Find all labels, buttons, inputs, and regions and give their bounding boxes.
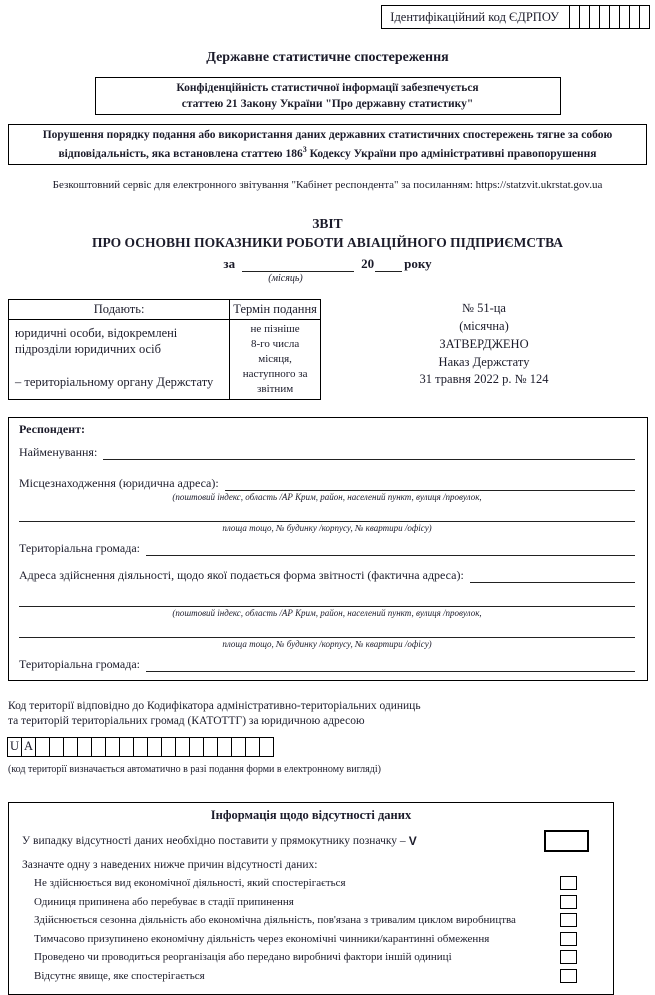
- activity-address-line2[interactable]: [19, 591, 635, 607]
- approved-label: ЗАТВЕРДЖЕНО: [439, 336, 529, 351]
- reason-label: Відсутнє явище, яке спостерігається: [34, 969, 205, 982]
- submit-col1-header: Подають:: [9, 300, 230, 320]
- katottg-cells: [8, 737, 647, 757]
- month-note: (місяць): [268, 273, 303, 285]
- submitters-cell: юридичні особи, відокремлені підрозділи юридичних осіб – територіальному органу Держстату: [9, 320, 230, 399]
- violation-line2: відповідальність, яка встановлена статтею $186^3$ Кодексу України про адміністративні правопорушення: [58, 144, 597, 160]
- location-field[interactable]: [225, 477, 635, 491]
- confidentiality-line2: статтею 21 Закону України "Про державну статистику": [181, 98, 474, 111]
- reason-row: [34, 913, 577, 927]
- reason-checkbox[interactable]: [560, 950, 577, 964]
- no-data-title: Інформація щодо відсутності даних: [210, 808, 412, 823]
- katottg-cell[interactable]: [147, 737, 162, 757]
- deadline-cell: не пізніше 8-го числа місяця, наступного за звітним: [230, 320, 321, 399]
- address-note-postal: (поштовий індекс, область /АР Крим, район, населений пункт, вулиця /провулок,: [172, 491, 482, 502]
- name-label: Найменування:: [19, 444, 98, 459]
- submission-table: [8, 299, 321, 399]
- activity-address-line3[interactable]: [19, 622, 635, 638]
- edrpou-cells: [570, 5, 650, 29]
- reason-checkbox[interactable]: [560, 895, 577, 909]
- confidentiality-line1: Конфіденційність статистичної інформації забезпечується: [176, 82, 479, 94]
- katottg-cell[interactable]: [161, 737, 176, 757]
- katottg-cell[interactable]: [49, 737, 64, 757]
- reason-label: Одиниця припинена або перебуває в стадії припинення: [34, 895, 294, 908]
- order-date: 31 травня 2022 р. № 124: [419, 372, 549, 387]
- reason-checkbox[interactable]: [560, 932, 577, 946]
- edrpou-block: [0, 0, 655, 29]
- mark-instruction: У випадку відсутності даних необхідно поставити у прямокутнику позначку –: [22, 835, 406, 848]
- katottg-cell[interactable]: [259, 737, 274, 757]
- address-note-building2: площа тощо, № будинку /корпусу, № квартири /офісу): [222, 638, 432, 649]
- katottg-line1: Код території відповідно до Кодифікатора адміністративно-територіальних одиниць: [8, 699, 421, 712]
- free-service-note: Безкоштовний сервіс для електронного звітування "Кабінет респондента" за посиланням: https://statzvit.ukrstat.gov.ua: [52, 179, 603, 192]
- katottg-cell[interactable]: [175, 737, 190, 757]
- reason-checkbox[interactable]: [560, 969, 577, 983]
- report-title-block: [0, 216, 655, 284]
- reason-row: [34, 969, 577, 983]
- edrpou-label: Ідентифікаційний код ЄДРПОУ: [381, 5, 570, 29]
- community-label2: Територіальна громада:: [19, 656, 140, 671]
- community-field2[interactable]: [146, 658, 635, 672]
- no-data-box: [8, 802, 614, 995]
- katottg-cell[interactable]: [203, 737, 218, 757]
- katottg-cell[interactable]: [231, 737, 246, 757]
- violation-box: [8, 124, 647, 165]
- submit-col2-header: Термін подання: [230, 300, 321, 320]
- katottg-cell[interactable]: [63, 737, 78, 757]
- activity-address-label: Адреса здійснення діяльності, щодо якої подається форма звітності (фактична адреса):: [19, 567, 464, 582]
- reason-label: Здійснюється сезонна діяльність або економічна діяльність, пов'язана з тривалим циклом виробництва: [34, 914, 516, 927]
- year-blank-field[interactable]: [375, 259, 402, 272]
- respondent-title: Респондент:: [19, 421, 85, 436]
- select-reason-instruction: Зазначте одну з наведених нижче причин відсутності даних:: [22, 859, 318, 872]
- reason-checkbox[interactable]: [560, 913, 577, 927]
- katottg-line2: та територій територіальних громад (КАТОТТГ) за юридичною адресою: [8, 715, 365, 728]
- submission-section: [8, 299, 647, 399]
- report-period-line: за 20 року: [223, 256, 432, 272]
- name-field[interactable]: [103, 446, 635, 460]
- article-superscript: 3: [302, 144, 307, 154]
- activity-address-field[interactable]: [470, 569, 635, 583]
- order-label: Наказ Держстату: [438, 354, 530, 369]
- katottg-prefix-cell[interactable]: A: [21, 737, 36, 757]
- mark-symbol: V: [408, 834, 417, 849]
- reason-row: [34, 895, 577, 909]
- report-title-line2: ПРО ОСНОВНІ ПОКАЗНИКИ РОБОТИ АВІАЦІЙНОГО ПІДПРИЄМСТВА: [92, 235, 563, 251]
- katottg-cell[interactable]: [105, 737, 120, 757]
- community-field[interactable]: [146, 542, 635, 556]
- reason-label: Не здійснюється вид економічної діяльності, який спостерігається: [34, 877, 346, 890]
- location-field-line2[interactable]: [19, 506, 635, 522]
- reason-label: Тимчасово призупинено економічну діяльність через економічні чинники/карантинні обмеження: [34, 932, 490, 945]
- katottg-cell[interactable]: [189, 737, 204, 757]
- reason-label: Проведено чи проводиться реорганізація або передано виробничі фактори іншій одиниці: [34, 951, 452, 964]
- katottg-cell[interactable]: [77, 737, 92, 757]
- location-label: Місцезнаходження (юридична адреса):: [19, 475, 219, 490]
- katottg-cell[interactable]: [245, 737, 260, 757]
- reason-row: [34, 876, 577, 890]
- observation-title: Державне статистичне спостереження: [206, 50, 449, 65]
- reason-row: [34, 932, 577, 946]
- katottg-cell[interactable]: [133, 737, 148, 757]
- violation-line1: Порушення порядку подання або використання даних державних статистичних спостережень тягне за собою: [42, 129, 613, 142]
- katottg-note: (код території визначається автоматично в разі подання форми в електронному вигляді): [8, 763, 381, 775]
- address-note-building: площа тощо, № будинку /корпусу, № квартири /офісу): [222, 522, 432, 533]
- katottg-cell[interactable]: [217, 737, 232, 757]
- edrpou-cell[interactable]: [639, 5, 650, 29]
- form-periodicity: (місячна): [459, 319, 509, 334]
- katottg-prefix-cell[interactable]: U: [7, 737, 22, 757]
- no-data-reasons: [9, 876, 613, 983]
- address-note-postal2: (поштовий індекс, область /АР Крим, район, населений пункт, вулиця /провулок,: [172, 607, 482, 618]
- respondent-box: [8, 417, 648, 681]
- katottg-section: [8, 699, 647, 777]
- form-approval-info: [321, 299, 647, 399]
- no-data-checkbox[interactable]: [544, 830, 589, 852]
- katottg-cell[interactable]: [35, 737, 50, 757]
- katottg-cell[interactable]: [119, 737, 134, 757]
- form-number: № 51-ца: [462, 301, 506, 316]
- reason-row: [34, 950, 577, 964]
- community-label: Територіальна громада:: [19, 540, 140, 555]
- reason-checkbox[interactable]: [560, 876, 577, 890]
- confidentiality-box: [95, 77, 561, 115]
- no-data-mark-row: [22, 830, 589, 852]
- month-blank-field[interactable]: [242, 259, 354, 272]
- report-title-line1: ЗВІТ: [312, 216, 343, 232]
- katottg-cell[interactable]: [91, 737, 106, 757]
